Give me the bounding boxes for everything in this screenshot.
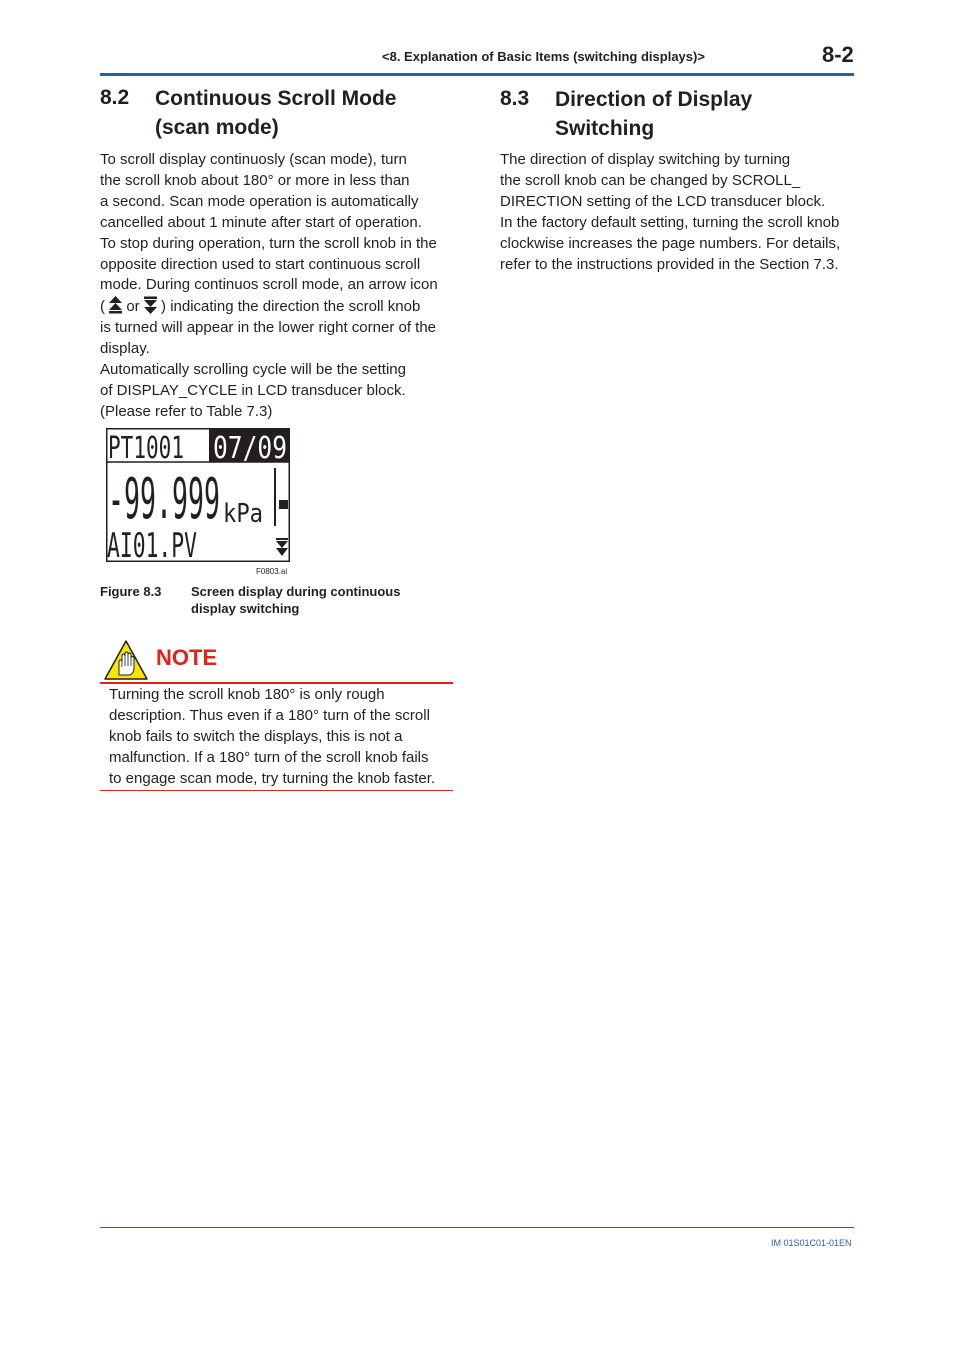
note-bottom-rule [100, 790, 453, 791]
chapter-title: <8. Explanation of Basic Items (switching displays)> [382, 49, 705, 64]
lcd-block-name: AI01.PV [107, 526, 197, 562]
figure-file-name: F0803.ai [256, 567, 288, 576]
section-8-2-title-line1: Continuous Scroll Mode [155, 87, 397, 110]
figure-label: Figure 8.3 [100, 584, 162, 599]
arrow-line-rest: ) indicating the direction the scroll knob [156, 298, 421, 316]
caution-hand-icon [104, 640, 148, 680]
section-8-2-title [155, 84, 397, 142]
body-line: refer to the instructions provided in the Section 7.3. [500, 255, 839, 273]
note-line: malfunction. If a 180° turn of the scroll knob fails [109, 748, 429, 766]
lcd-tag: PT1001 [108, 431, 184, 466]
body-line: To stop during operation, turn the scroll knob in the [100, 234, 437, 252]
lcd-unit: kPa [223, 499, 263, 529]
body-line: (Please refer to Table 7.3) [100, 402, 273, 420]
arrow-line-or: or [122, 298, 144, 316]
section-8-2-title-line2: (scan mode) [155, 116, 279, 139]
lcd-value: -99.999 [108, 467, 220, 532]
body-line: the scroll knob about 180° or more in less than [100, 171, 410, 189]
note-title: NOTE [156, 645, 218, 670]
scroll-up-arrow-icon [109, 296, 122, 314]
section-8-3-title-line1: Direction of Display [555, 88, 753, 111]
document-id: IM 01S01C01-01EN [771, 1238, 852, 1248]
body-line: In the factory default setting, turning the scroll knob [500, 213, 840, 231]
note-top-rule [100, 682, 453, 684]
body-line-arrows [100, 296, 460, 318]
lcd-bar-line [274, 468, 276, 526]
body-line: The direction of display switching by turning [500, 151, 791, 168]
body-line: To scroll display continuosly (scan mode), turn [100, 151, 407, 168]
lcd-screen-illustration [106, 428, 290, 562]
note-line: to engage scan mode, try turning the knob faster. [109, 769, 436, 787]
section-8-3-title [555, 85, 752, 143]
figure-caption-line1: Screen display during continuous [191, 584, 401, 599]
lcd-bar-marker [279, 500, 288, 509]
arrow-line-open: ( [100, 298, 110, 316]
body-line: Automatically scrolling cycle will be the setting [100, 361, 406, 379]
page-number: 8-2 [822, 42, 854, 67]
note-body [109, 685, 453, 790]
body-line: the scroll knob can be changed by SCROLL_ [500, 171, 801, 189]
body-line: opposite direction used to start continuous scroll [100, 255, 421, 273]
header-rule [100, 73, 854, 76]
scroll-down-arrow-icon [144, 296, 157, 314]
section-8-3-body [500, 150, 854, 275]
body-line: cancelled about 1 minute after start of operation. [100, 213, 422, 231]
footer-rule [100, 1227, 854, 1228]
section-8-3-title-line2: Switching [555, 117, 655, 140]
section-8-2-body [100, 150, 460, 423]
body-line: display. [100, 340, 150, 358]
lcd-page-indicator: 07/09 [213, 431, 287, 466]
figure-caption-line2: display switching [191, 600, 300, 616]
body-line: of DISPLAY_CYCLE in LCD transducer block. [100, 381, 406, 399]
body-line: DIRECTION setting of the LCD transducer block. [500, 192, 826, 210]
section-8-2-number: 8.2 [100, 86, 130, 109]
note-line: description. Thus even if a 180° turn of the scroll [109, 706, 430, 724]
body-line: mode. During continuos scroll mode, an arrow icon [100, 276, 438, 294]
figure-caption [191, 584, 441, 617]
note-line: knob fails to switch the displays, this is not a [109, 727, 403, 745]
section-8-3-number: 8.3 [500, 87, 530, 110]
body-line: is turned will appear in the lower right corner of the [100, 319, 437, 337]
body-line: clockwise increases the page numbers. For details, [500, 234, 841, 252]
note-line: Turning the scroll knob 180° is only rough [109, 686, 385, 703]
body-line: a second. Scan mode operation is automatically [100, 192, 419, 210]
